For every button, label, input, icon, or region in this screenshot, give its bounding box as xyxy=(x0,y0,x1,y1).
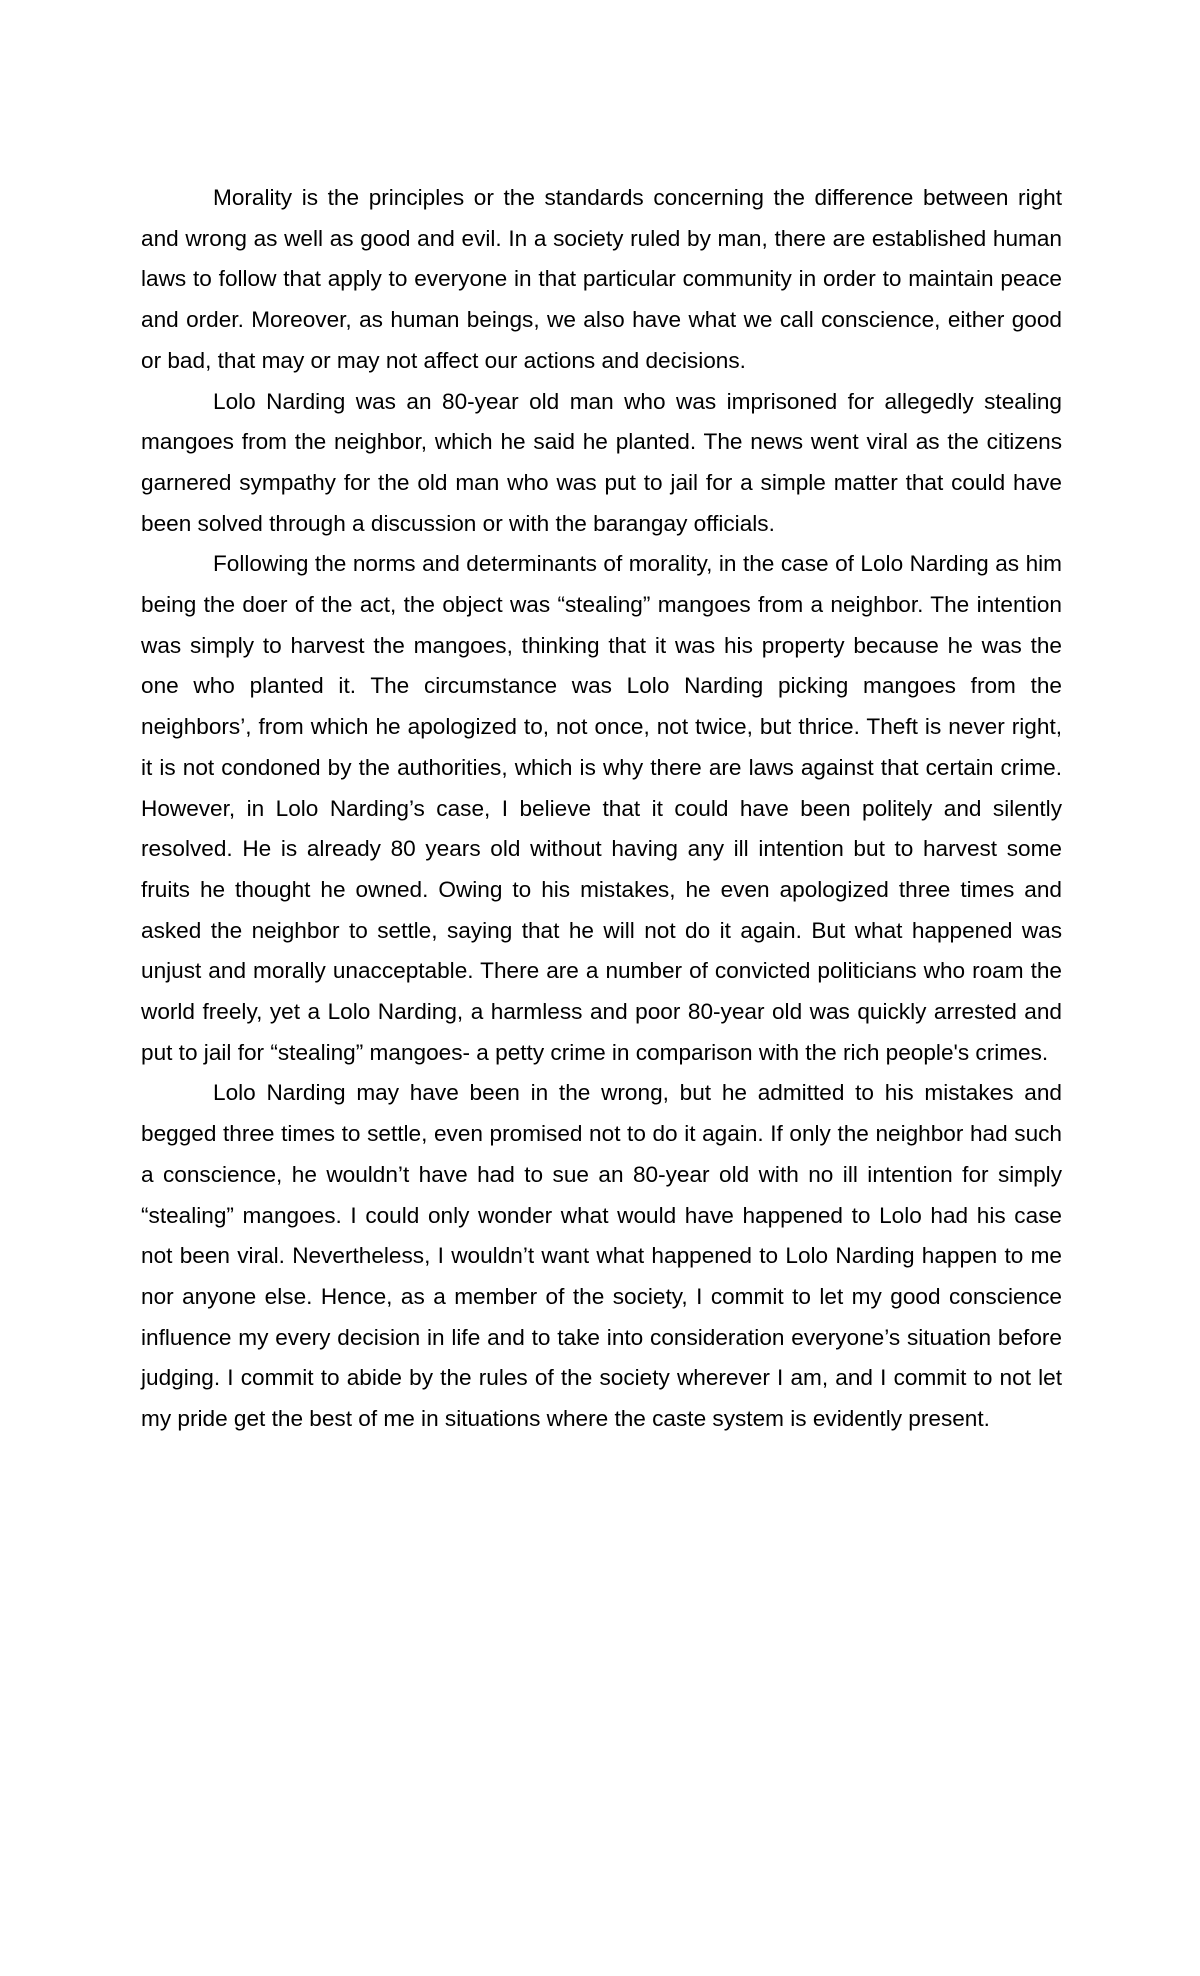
paragraph-morality-definition: Morality is the principles or the standards concerning the difference between right and wrong as well as good and evil. In a society ruled by man, there are established human laws to follow that apply to everyone in that particular community in order to maintain peace and order. Moreover, as human beings, we also have what we call conscience, either good or bad, that may or may not affect our actions and decisions. xyxy=(141,185,1062,373)
essay-body xyxy=(141,178,1062,1440)
paragraph-moral-analysis: Following the norms and determinants of morality, in the case of Lolo Narding as him being the doer of the act, the object was “stealing” mangoes from a neighbor. The intention was simply to harvest the mangoes, thinking that it was his property because he was the one who planted it. The circumstance was Lolo Narding picking mangoes from the neighbors’, from which he apologized to, not once, not twice, but thrice. Theft is never right, it is not condoned by the authorities, which is why there are laws against that certain crime. However, in Lolo Narding’s case, I believe that it could have been politely and silently resolved. He is already 80 years old without having any ill intention but to harvest some fruits he thought he owned. Owing to his mistakes, he even apologized three times and asked the neighbor to settle, saying that he will not do it again. But what happened was unjust and morally unacceptable. There are a number of convicted politicians who roam the world freely, yet a Lolo Narding, a harmless and poor 80-year old was quickly arrested and put to jail for “stealing” mangoes- a petty crime in comparison with the rich people's crimes. xyxy=(141,551,1062,1065)
paragraph-conclusion-commitment: Lolo Narding may have been in the wrong, but he admitted to his mistakes and begged three times to settle, even promised not to do it again. If only the neighbor had such a conscience, he wouldn’t have had to sue an 80-year old with no ill intention for simply “stealing” mangoes. I could only wonder what would have happened to Lolo had his case not been viral. Nevertheless, I wouldn’t want what happened to Lolo Narding happen to me nor anyone else. Hence, as a member of the society, I commit to let my good conscience influence my every decision in life and to take into consideration everyone’s situation before judging. I commit to abide by the rules of the society wherever I am, and I commit to not let my pride get the best of me in situations where the caste system is evidently present. xyxy=(141,1080,1062,1432)
paragraph-lolo-narding-case: Lolo Narding was an 80-year old man who was imprisoned for allegedly stealing mangoes from the neighbor, which he said he planted. The news went viral as the citizens garnered sympathy for the old man who was put to jail for a simple matter that could have been solved through a discussion or with the barangay officials. xyxy=(141,388,1062,536)
